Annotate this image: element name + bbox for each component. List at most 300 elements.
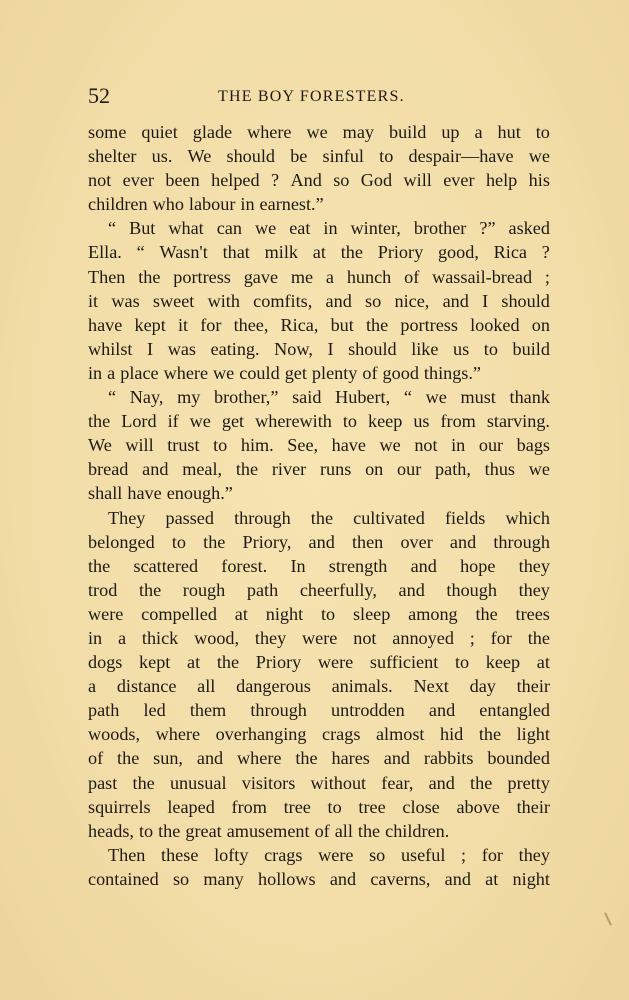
- paper-mark: [604, 912, 612, 926]
- word: without: [310, 772, 367, 793]
- word: for: [490, 627, 512, 648]
- word: through: [250, 700, 307, 721]
- text-line: [88, 650, 550, 674]
- word: of: [314, 820, 330, 841]
- word: portress: [173, 266, 231, 287]
- word: have: [88, 314, 123, 335]
- word: not: [414, 435, 438, 456]
- word: it: [177, 314, 189, 335]
- word: runs: [319, 459, 352, 480]
- word: and: [442, 290, 469, 311]
- body-text: [88, 120, 550, 891]
- word: like: [411, 338, 439, 359]
- word: hope: [460, 555, 496, 576]
- word: fields: [444, 507, 486, 528]
- word: him.: [240, 435, 274, 456]
- word: the: [295, 748, 318, 769]
- word: with: [207, 290, 240, 311]
- word: led: [143, 700, 166, 721]
- word: have: [331, 435, 366, 456]
- word: was: [167, 338, 196, 359]
- word: may: [342, 122, 374, 142]
- text-line: [88, 867, 550, 891]
- word: not: [353, 627, 377, 648]
- word: Nay,: [129, 387, 164, 408]
- text-line: [88, 746, 550, 770]
- word: the: [478, 724, 502, 745]
- word: were: [318, 844, 354, 865]
- word: to: [320, 603, 336, 624]
- word: tree: [283, 796, 311, 817]
- word: to: [213, 435, 228, 456]
- word: if: [167, 411, 179, 432]
- word: dogs: [88, 652, 123, 673]
- word: Priory: [255, 652, 302, 673]
- word: at: [536, 652, 550, 673]
- word: the: [88, 555, 111, 576]
- word: Wasn't: [159, 242, 208, 263]
- word: a: [325, 266, 334, 287]
- word: starving.: [486, 411, 550, 432]
- word: they: [518, 579, 550, 600]
- word: it: [88, 290, 99, 311]
- word: wood,: [194, 627, 240, 648]
- word: quiet: [141, 122, 178, 142]
- word: enough.”: [166, 483, 233, 504]
- text-line: [88, 144, 550, 168]
- text-line: [88, 578, 550, 602]
- word: they: [254, 627, 287, 648]
- word: where: [237, 748, 282, 769]
- word: so: [333, 170, 350, 191]
- word: ?: [271, 170, 280, 191]
- word: the: [203, 531, 226, 552]
- word: our: [478, 435, 504, 456]
- word: tree: [358, 796, 386, 817]
- word: fear,: [381, 772, 414, 793]
- word: from: [231, 796, 267, 817]
- word: We: [187, 146, 212, 167]
- word: keep: [367, 411, 403, 432]
- word: “: [403, 387, 412, 408]
- word: which: [505, 507, 550, 528]
- word: were: [302, 627, 338, 648]
- text-line: [88, 361, 550, 385]
- word: overhanging: [215, 724, 307, 745]
- word: from: [440, 411, 476, 432]
- word: the: [475, 603, 498, 624]
- word: for: [200, 314, 222, 335]
- word: to: [483, 338, 498, 359]
- word: in: [88, 627, 103, 648]
- word: should: [501, 290, 550, 311]
- word: Hubert,: [335, 387, 391, 408]
- word: glade: [192, 122, 233, 142]
- word: night: [265, 603, 304, 624]
- word: light: [516, 724, 550, 745]
- word: that: [222, 242, 250, 263]
- word: the: [235, 459, 259, 480]
- word: said: [292, 387, 322, 408]
- word: nice,: [394, 290, 430, 311]
- word: winter,: [350, 218, 401, 239]
- word: the: [527, 627, 550, 648]
- word: we: [189, 411, 211, 432]
- word: cultivated: [353, 507, 425, 528]
- word: earnest.”: [259, 194, 324, 215]
- word: them: [189, 700, 227, 721]
- word: on: [531, 314, 550, 335]
- word: some: [88, 122, 127, 142]
- word: Then: [108, 844, 146, 865]
- text-line: [88, 120, 550, 144]
- word: the: [138, 579, 162, 600]
- word: brother,”: [214, 387, 279, 408]
- word: the: [117, 748, 140, 769]
- word: contained: [88, 868, 159, 889]
- word: shall: [88, 483, 123, 504]
- word: who: [152, 194, 184, 215]
- word: ever: [122, 170, 154, 191]
- word: forest.: [221, 555, 268, 576]
- word: good,: [437, 242, 479, 263]
- word: strength: [328, 555, 388, 576]
- text-line: [88, 216, 550, 240]
- word: plenty: [311, 362, 358, 383]
- word: we: [254, 218, 277, 239]
- word: rough: [182, 579, 226, 600]
- word: path,: [435, 459, 471, 480]
- word: past: [88, 772, 118, 793]
- word: on: [365, 459, 384, 480]
- text-line: [88, 192, 550, 216]
- word: to: [454, 652, 470, 673]
- word: crags: [322, 724, 361, 745]
- word: and: [449, 531, 477, 552]
- word: should: [348, 338, 397, 359]
- word: Then: [88, 266, 126, 287]
- text-line: [88, 554, 550, 578]
- word: “: [108, 387, 117, 408]
- word: I: [147, 338, 154, 359]
- word: Now,: [274, 338, 313, 359]
- word: I: [482, 290, 489, 311]
- word: their: [516, 796, 550, 817]
- word: woods,: [88, 724, 141, 745]
- word: above: [456, 796, 500, 817]
- word: and: [410, 555, 437, 576]
- word: was: [111, 290, 140, 311]
- word: a: [107, 362, 116, 383]
- word: of: [362, 362, 378, 383]
- word: the: [357, 820, 381, 841]
- word: hid: [440, 724, 464, 745]
- text-line: [88, 289, 550, 313]
- word: useful: [400, 844, 446, 865]
- word: where: [155, 724, 201, 745]
- word: ?: [541, 242, 550, 263]
- word: and: [428, 772, 455, 793]
- word: cheerfully,: [299, 579, 377, 600]
- word: ;: [469, 627, 475, 648]
- word: build: [512, 338, 550, 359]
- word: and: [444, 868, 471, 889]
- word: lofty: [214, 844, 249, 865]
- word: we: [379, 435, 401, 456]
- word: good: [382, 362, 419, 383]
- word: trod: [88, 579, 118, 600]
- word: kept: [139, 652, 171, 673]
- text-line: [88, 409, 550, 433]
- word: shelter: [88, 146, 137, 167]
- text-line: [88, 698, 550, 722]
- word: unusual: [169, 772, 227, 793]
- word: the: [216, 652, 240, 673]
- word: caverns,: [370, 868, 431, 889]
- word: be: [290, 146, 308, 167]
- word: and: [428, 700, 456, 721]
- word: will: [125, 435, 154, 456]
- word: God: [360, 170, 393, 191]
- word: the: [88, 411, 111, 432]
- text-line: [88, 722, 550, 746]
- word: asked: [508, 218, 550, 239]
- word: the: [365, 314, 389, 335]
- word: so: [365, 290, 382, 311]
- word: thee,: [233, 314, 269, 335]
- word: labour: [188, 194, 236, 215]
- word: But: [129, 218, 156, 239]
- word: but: [330, 314, 354, 335]
- word: and: [398, 579, 425, 600]
- word: over: [400, 531, 433, 552]
- word: “: [136, 242, 145, 263]
- word: they: [518, 555, 550, 576]
- word: at: [234, 603, 248, 624]
- word: “: [108, 218, 117, 239]
- word: things.”: [423, 362, 482, 383]
- word: of: [88, 748, 104, 769]
- word: gave: [243, 266, 279, 287]
- text-line: [88, 530, 550, 554]
- word: bounded: [487, 748, 550, 769]
- word: have: [127, 483, 162, 504]
- word: brother: [413, 218, 467, 239]
- word: wassail-bread: [432, 266, 533, 287]
- word: despair—have: [408, 146, 514, 167]
- word: passed: [165, 507, 214, 528]
- word: Rica,: [280, 314, 319, 335]
- word: day: [469, 676, 496, 697]
- word: to: [171, 531, 186, 552]
- word: leaped: [167, 796, 215, 817]
- word: and: [308, 531, 335, 552]
- word: almost: [375, 724, 425, 745]
- word: of: [404, 266, 420, 287]
- text-line: [88, 385, 550, 409]
- text-line: [88, 457, 550, 481]
- word: helped: [211, 170, 260, 191]
- word: milk: [264, 242, 298, 263]
- word: a: [474, 122, 483, 142]
- word: trust: [167, 435, 200, 456]
- word: Priory,: [242, 531, 292, 552]
- word: heads,: [88, 820, 134, 841]
- word: hut: [497, 122, 521, 142]
- word: and: [325, 290, 352, 311]
- word: where: [163, 362, 209, 383]
- word: me: [290, 266, 314, 287]
- text-line: [88, 795, 550, 819]
- word: among: [408, 603, 458, 624]
- word: thank: [509, 387, 550, 408]
- word: to: [535, 122, 550, 142]
- word: children: [88, 194, 148, 215]
- text-line: [88, 240, 550, 264]
- word: we: [213, 362, 235, 383]
- word: will: [403, 170, 432, 191]
- word: untrodden: [331, 700, 405, 721]
- word: Next: [413, 676, 449, 697]
- word: build: [388, 122, 427, 142]
- word: a: [117, 627, 127, 648]
- word: at: [312, 242, 326, 263]
- word: animals.: [331, 676, 393, 697]
- text-line: [88, 168, 550, 192]
- word: night: [512, 868, 550, 889]
- word: eat: [289, 218, 311, 239]
- word: to: [327, 796, 342, 817]
- word: our: [397, 459, 422, 480]
- text-line: [88, 433, 550, 457]
- word: meal,: [182, 459, 223, 480]
- word: though: [446, 579, 497, 600]
- word: sufficient: [369, 652, 439, 673]
- word: the: [340, 242, 363, 263]
- word: amusement: [226, 820, 310, 841]
- text-line: [88, 843, 550, 867]
- word: portress: [400, 314, 458, 335]
- word: kept: [134, 314, 166, 335]
- word: visitors: [241, 772, 296, 793]
- word: trees: [515, 603, 550, 624]
- word: the: [310, 507, 334, 528]
- word: were: [317, 652, 354, 673]
- word: Ella.: [88, 242, 122, 263]
- word: looked: [470, 314, 520, 335]
- word: could: [239, 362, 280, 383]
- word: the: [470, 772, 493, 793]
- word: they: [518, 844, 550, 865]
- word: ;: [544, 266, 550, 287]
- word: sleep: [352, 603, 391, 624]
- word: get: [221, 411, 245, 432]
- word: sweet: [152, 290, 195, 311]
- word: help: [485, 170, 518, 191]
- text-line: [88, 506, 550, 530]
- word: up: [441, 122, 460, 142]
- word: thick: [141, 627, 179, 648]
- word: whilst: [88, 338, 133, 359]
- word: a: [88, 676, 97, 697]
- word: comfits,: [253, 290, 313, 311]
- word: their: [516, 676, 550, 697]
- word: belonged: [88, 531, 155, 552]
- word: Lord: [121, 411, 157, 432]
- word: were: [88, 603, 124, 624]
- word: entangled: [479, 700, 550, 721]
- word: these: [161, 844, 199, 865]
- running-head: [88, 84, 552, 108]
- word: distance: [116, 676, 177, 697]
- word: sinful: [322, 146, 364, 167]
- word: us.: [151, 146, 173, 167]
- word: Rica: [493, 242, 527, 263]
- text-line: [88, 626, 550, 650]
- word: path: [88, 700, 120, 721]
- text-line: [88, 481, 550, 505]
- word: annoyed: [392, 627, 454, 648]
- word: great: [185, 820, 222, 841]
- word: where: [247, 122, 292, 142]
- word: compelled: [141, 603, 217, 624]
- word: the: [158, 820, 181, 841]
- word: us: [453, 338, 470, 359]
- word: should: [226, 146, 276, 167]
- word: get: [284, 362, 307, 383]
- word: in: [240, 194, 255, 215]
- word: so: [369, 844, 386, 865]
- word: bags: [516, 435, 550, 456]
- word: then: [351, 531, 384, 552]
- word: They: [108, 507, 146, 528]
- word: all: [334, 820, 353, 841]
- word: we: [528, 459, 550, 480]
- word: hollows: [258, 868, 316, 889]
- word: us: [413, 411, 430, 432]
- word: dangerous: [236, 676, 311, 697]
- word: close: [402, 796, 440, 817]
- word: Priory: [377, 242, 424, 263]
- word: my: [177, 387, 201, 408]
- word: and: [329, 868, 357, 889]
- word: sun,: [153, 748, 183, 769]
- word: rabbits: [423, 748, 474, 769]
- word: we: [425, 387, 447, 408]
- word: ever: [443, 170, 475, 191]
- word: And: [290, 170, 322, 191]
- word: crags: [264, 844, 303, 865]
- word: ;: [461, 844, 467, 865]
- text-line: [88, 265, 550, 289]
- word: thus: [484, 459, 515, 480]
- word: through: [234, 507, 291, 528]
- word: path: [246, 579, 279, 600]
- word: hares: [331, 748, 370, 769]
- word: in: [451, 435, 466, 456]
- word: can: [216, 218, 242, 239]
- word: been: [165, 170, 200, 191]
- word: I: [327, 338, 334, 359]
- word: so: [172, 868, 190, 889]
- text-line: [88, 771, 550, 795]
- word: hunch: [346, 266, 392, 287]
- word: and: [383, 748, 411, 769]
- running-title: THE BOY FORESTERS.: [218, 88, 405, 105]
- word: to: [379, 146, 394, 167]
- word: the: [132, 772, 155, 793]
- word: not: [88, 170, 112, 191]
